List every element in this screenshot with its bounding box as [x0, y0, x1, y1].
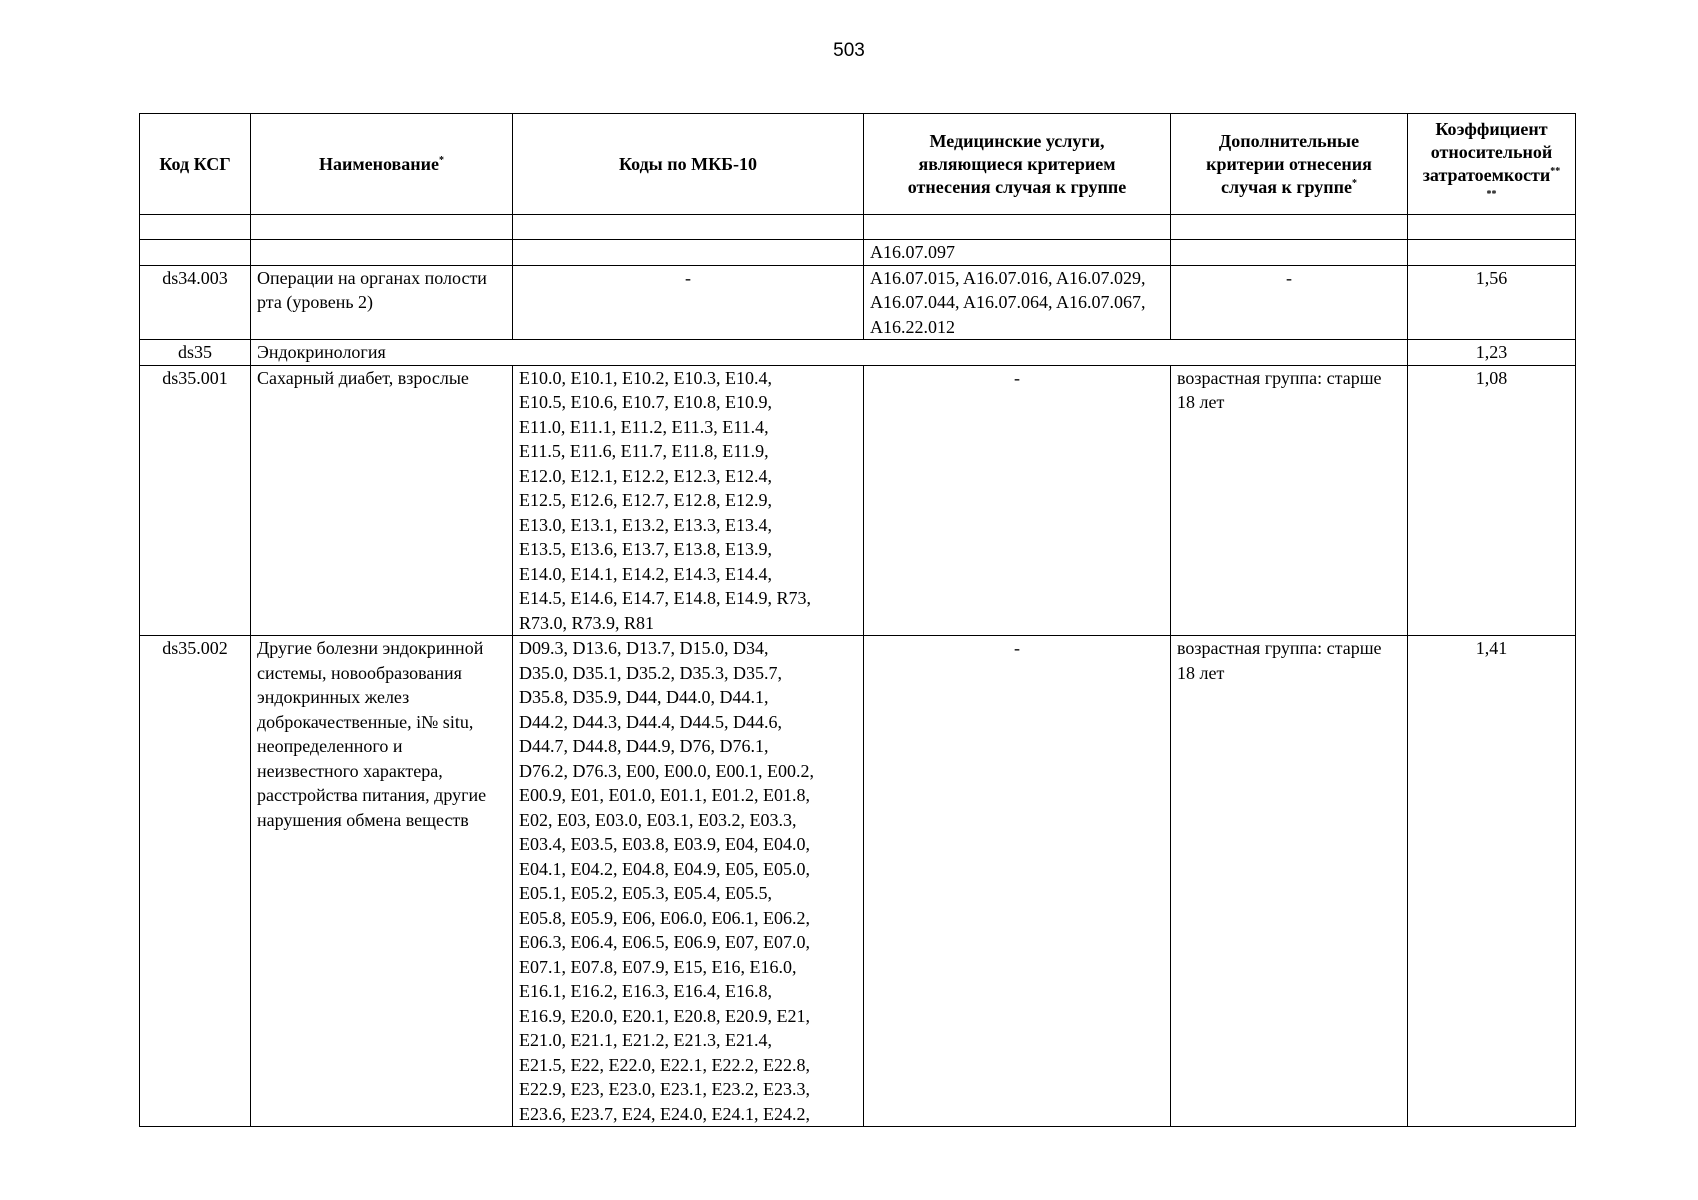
services-cell: -	[864, 365, 1171, 636]
mkb-cell: -	[513, 265, 864, 340]
coef-cell: 1,23	[1408, 340, 1576, 366]
criteria-cell: возрастная группа: старше 18 лет	[1171, 365, 1408, 636]
mkb-cell: E10.0, E10.1, E10.2, E10.3, E10.4, E10.5, E10.6, E10.7, E10.8, E10.9, E11.0, E11.1, E11.2, E11.3, E11.4, E11.5, E11.6, E11.7, E11.8, E11.9, E12.0, E12.1, E12.2, E12.3, E12.4, E12.5, E12.6, E12.7, E12.8, E12.9, E13.0, E13.1, E13.2, E13.3, E13.4, E13.5, E13.6, E13.7, E13.8, E13.9, E14.0, E14.1, E14.2, E14.3, E14.4, E14.5, E14.6, E14.7, E14.8, E14.9, R73, R73.0, R73.9, R81	[513, 365, 864, 636]
profile-name-cell: Эндокринология	[251, 340, 1408, 366]
services-cell: A16.07.097	[864, 240, 1171, 266]
table-row-ds34-003	[140, 265, 1576, 340]
coef-cell: 1,56	[1408, 265, 1576, 340]
table-row-empty	[140, 215, 1576, 240]
criteria-cell: -	[1171, 265, 1408, 340]
table-header-row	[140, 114, 1576, 215]
table-row-ds35-001	[140, 365, 1576, 636]
page-number: 503	[833, 40, 865, 61]
footnote-mark: **	[1486, 189, 1497, 200]
ksg-code-cell: ds35	[140, 340, 251, 366]
name-cell: Сахарный диабет, взрослые	[251, 365, 513, 636]
services-cell: A16.07.015, A16.07.016, A16.07.029, A16.07.044, A16.07.064, A16.07.067, A16.22.012	[864, 265, 1171, 340]
footnote-mark: *	[439, 154, 444, 166]
table-row-ds35	[140, 340, 1576, 366]
coef-cell: 1,41	[1408, 636, 1576, 1127]
header-mkb: Коды по МКБ-10	[513, 114, 864, 215]
coef-cell: 1,08	[1408, 365, 1576, 636]
name-cell: Другие болезни эндокринной системы, новообразования эндокринных желез доброкачественные, i№ situ, неопределенного и неизвестного характера, расстройства питания, другие нарушения обмена веществ	[251, 636, 513, 1127]
criteria-cell: возрастная группа: старше 18 лет	[1171, 636, 1408, 1127]
table-row-continuation	[140, 240, 1576, 266]
header-name: Наименование*	[251, 114, 513, 215]
header-code: Код КСГ	[140, 114, 251, 215]
header-coef: Коэффициент относительной затратоемкости** **	[1408, 114, 1576, 215]
ksg-code-cell: ds35.002	[140, 636, 251, 1127]
services-cell: -	[864, 636, 1171, 1127]
footnote-mark: **	[1550, 166, 1561, 177]
header-services: Медицинские услуги, являющиеся критерием отнесения случая к группе	[864, 114, 1171, 215]
ksg-code-cell: ds35.001	[140, 365, 251, 636]
ksg-code-cell: ds34.003	[140, 265, 251, 340]
ksg-table	[139, 113, 1576, 1127]
footnote-mark: *	[1352, 177, 1358, 189]
name-cell: Операции на органах полости рта (уровень 2)	[251, 265, 513, 340]
mkb-cell: D09.3, D13.6, D13.7, D15.0, D34, D35.0, D35.1, D35.2, D35.3, D35.7, D35.8, D35.9, D44, D44.0, D44.1, D44.2, D44.3, D44.4, D44.5, D44.6, D44.7, D44.8, D44.9, D76, D76.1, D76.2, D76.3, E00, E00.0, E00.1, E00.2, E00.9, E01, E01.0, E01.1, E01.2, E01.8, E02, E03, E03.0, E03.1, E03.2, E03.3, E03.4, E03.5, E03.8, E03.9, E04, E04.0, E04.1, E04.2, E04.8, E04.9, E05, E05.0, E05.1, E05.2, E05.3, E05.4, E05.5, E05.8, E05.9, E06, E06.0, E06.1, E06.2, E06.3, E06.4, E06.5, E06.9, E07, E07.0, E07.1, E07.8, E07.9, E15, E16, E16.0, E16.1, E16.2, E16.3, E16.4, E16.8, E16.9, E20.0, E20.1, E20.8, E20.9, E21, E21.0, E21.1, E21.2, E21.3, E21.4, E21.5, E22, E22.0, E22.1, E22.2, E22.8, E22.9, E23, E23.0, E23.1, E23.2, E23.3, E23.6, E23.7, E24, E24.0, E24.1, E24.2,	[513, 636, 864, 1127]
table-row-ds35-002	[140, 636, 1576, 1127]
header-criteria: Дополнительные критерии отнесения случая к группе*	[1171, 114, 1408, 215]
